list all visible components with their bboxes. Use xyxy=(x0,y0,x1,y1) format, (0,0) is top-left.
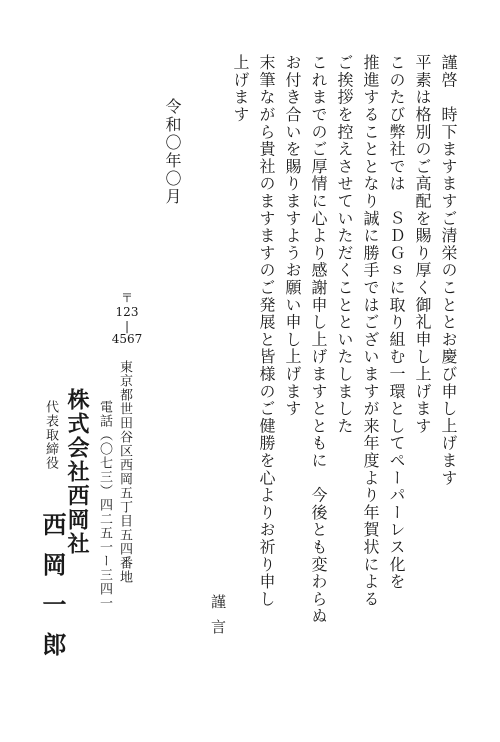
closing-word: 謹言 xyxy=(209,594,227,644)
postal-mark: 〒 xyxy=(120,291,133,305)
letter-line-9: 上げます xyxy=(231,54,250,124)
postal-part-2: 4567 xyxy=(111,332,143,347)
postal-code xyxy=(108,292,146,347)
postal-dash: | xyxy=(124,318,130,333)
letter-line-2: 平素は格別のご高配を賜り厚く御礼申し上げます xyxy=(413,54,432,435)
letter-line-1: 謹啓 時下ますますご清栄のこととお慶び申し上げます xyxy=(439,54,458,487)
sender-address: 東京都世田谷区西岡五丁目五四番地 xyxy=(117,360,132,584)
date-line: 令和〇年〇月 xyxy=(163,98,182,206)
company-name: 株式会社西岡社 xyxy=(64,388,90,556)
sender-phone: 電話（〇七三）四二五一ー三四一 xyxy=(97,400,112,610)
letter-line-4: 推進することとなり誠に勝手ではございますが来年度より年賀状による xyxy=(361,54,380,608)
letter-line-3: このたび弊社では ＳＤＧｓに取り組む一環としてペーパーレス化を xyxy=(387,54,406,591)
letter-line-6: これまでのご厚情に心より感謝申し上げますとともに 今後とも変わらぬ xyxy=(309,54,328,625)
postal-part-1: 123 xyxy=(115,304,139,319)
letter-line-7: お付き合いを賜りますようお願い申し上げます xyxy=(283,54,302,418)
representative-title: 代表取締役 xyxy=(43,400,58,470)
letter-line-8: 末筆ながら貴社のますますのご発展と皆様のご健勝を心よりお祈り申し xyxy=(257,54,276,608)
letter-line-5: ご挨拶を控えさせていただくことといたしました xyxy=(335,54,354,435)
representative-name: 西岡一郎 xyxy=(38,512,67,672)
